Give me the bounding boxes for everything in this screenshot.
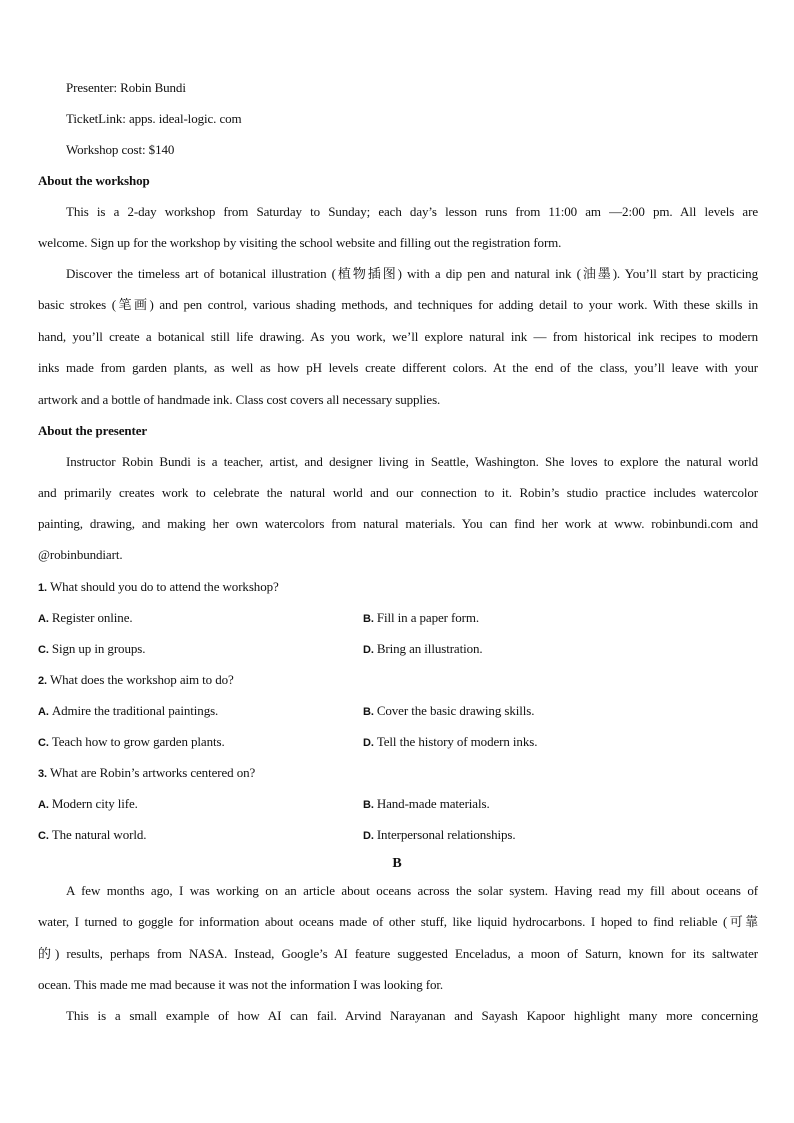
q2-option-d[interactable] [363, 734, 743, 751]
option-letter: A. [38, 706, 49, 718]
question-number: 3. [38, 768, 47, 780]
option-letter: B. [363, 613, 374, 625]
option-letter: B. [363, 799, 374, 811]
option-text: Bring an illustration. [376, 641, 483, 656]
option-letter: B. [363, 706, 374, 718]
question-number: 2. [38, 675, 47, 687]
option-letter: A. [38, 613, 49, 625]
workshop-paragraph-1-line: This is a 2-day workshop from Saturday to Sunday; each day’s lesson runs from 11:00 am —2:00 pm. All levels are [66, 204, 758, 219]
section-b-paragraph-2-line: This is a small example of how AI can fail. Arvind Narayanan and Sayash Kapoor highlight many more concerning [66, 1008, 758, 1023]
q2-option-b[interactable] [363, 703, 743, 720]
section-b-paragraph-1-line: A few months ago, I was working on an article about oceans across the solar system. Having read my fill about oceans of [66, 883, 758, 898]
workshop-paragraph-2-line: hand, you’ll create a botanical still life drawing. As you work, we’ll explore natural ink — from historical ink recipes to modern [38, 329, 758, 344]
q1-option-d[interactable] [363, 641, 743, 658]
option-letter: D. [363, 644, 374, 656]
presenter-paragraph-line: and primarily creates work to celebrate the natural world and our connection to it. Robin’s studio practice includes watercolor [38, 485, 758, 500]
option-text: Hand-made materials. [376, 796, 490, 811]
q3-option-d[interactable] [363, 827, 743, 844]
question-text: What should you do to attend the workshop? [49, 579, 279, 594]
option-letter: D. [363, 830, 374, 842]
workshop-paragraph-2-line: Discover the timeless art of botanical illustration (植物插图) with a dip pen and natural ink (油墨). You’ll start by practicing [66, 266, 758, 281]
option-text: Admire the traditional paintings. [51, 703, 219, 718]
option-text: Tell the history of modern inks. [376, 734, 538, 749]
workshop-cost-line: Workshop cost: $140 [66, 142, 175, 157]
section-b-paragraph-1-line: 的) results, perhaps from NASA. Instead, Google’s AI feature suggested Enceladus, a moon of Saturn, known for its saltwater [38, 946, 758, 961]
option-text: Teach how to grow garden plants. [51, 734, 225, 749]
question-text: What are Robin’s artworks centered on? [49, 765, 256, 780]
section-b-paragraph-1-line: water, I turned to goggle for information about oceans made of other stuff, like liquid hydrocarbons. I hoped to find reliable (可靠 [38, 914, 758, 929]
option-text: Sign up in groups. [51, 641, 146, 656]
option-letter: D. [363, 737, 374, 749]
option-letter: C. [38, 644, 49, 656]
workshop-paragraph-1-line: welcome. Sign up for the workshop by visiting the school website and filling out the registration form. [38, 235, 562, 250]
question-3 [38, 765, 758, 782]
option-letter: C. [38, 737, 49, 749]
question-number: 1. [38, 582, 47, 594]
option-text: Cover the basic drawing skills. [376, 703, 535, 718]
option-text: Interpersonal relationships. [376, 827, 516, 842]
option-letter: C. [38, 830, 49, 842]
presenter-paragraph-line: @robinbundiart. [38, 547, 123, 562]
option-text: The natural world. [51, 827, 147, 842]
presenter-paragraph-line: Instructor Robin Bundi is a teacher, artist, and designer living in Seattle, Washington. She loves to explore the natural world [66, 454, 758, 469]
option-text: Register online. [51, 610, 133, 625]
question-2 [38, 672, 758, 689]
workshop-paragraph-2-line: inks made from garden plants, as well as how pH levels create different colors. At the end of the class, you’ll leave with your [38, 360, 758, 375]
about-workshop-heading: About the workshop [38, 173, 150, 188]
presenter-paragraph-line: painting, drawing, and making her own watercolors from natural materials. You can find her work at www. robinbundi.com and [38, 516, 758, 531]
question-text: What does the workshop aim to do? [49, 672, 234, 687]
q1-option-b[interactable] [363, 610, 743, 627]
ticket-link-line: TicketLink: apps. ideal-logic. com [66, 111, 242, 126]
presenter-line: Presenter: Robin Bundi [66, 80, 186, 95]
workshop-paragraph-2-line: artwork and a bottle of handmade ink. Class cost covers all necessary supplies. [38, 392, 441, 407]
section-b-paragraph-1-line: ocean. This made me mad because it was not the information I was looking for. [38, 977, 444, 992]
workshop-paragraph-2-line: basic strokes (笔画) and pen control, various shading methods, and techniques for adding detail to your work. With these skills in [38, 297, 758, 312]
q3-option-b[interactable] [363, 796, 743, 813]
question-1 [38, 579, 758, 596]
section-b-heading: B [392, 856, 402, 871]
option-letter: A. [38, 799, 49, 811]
option-text: Fill in a paper form. [376, 610, 480, 625]
option-text: Modern city life. [51, 796, 138, 811]
about-presenter-heading: About the presenter [38, 423, 148, 438]
